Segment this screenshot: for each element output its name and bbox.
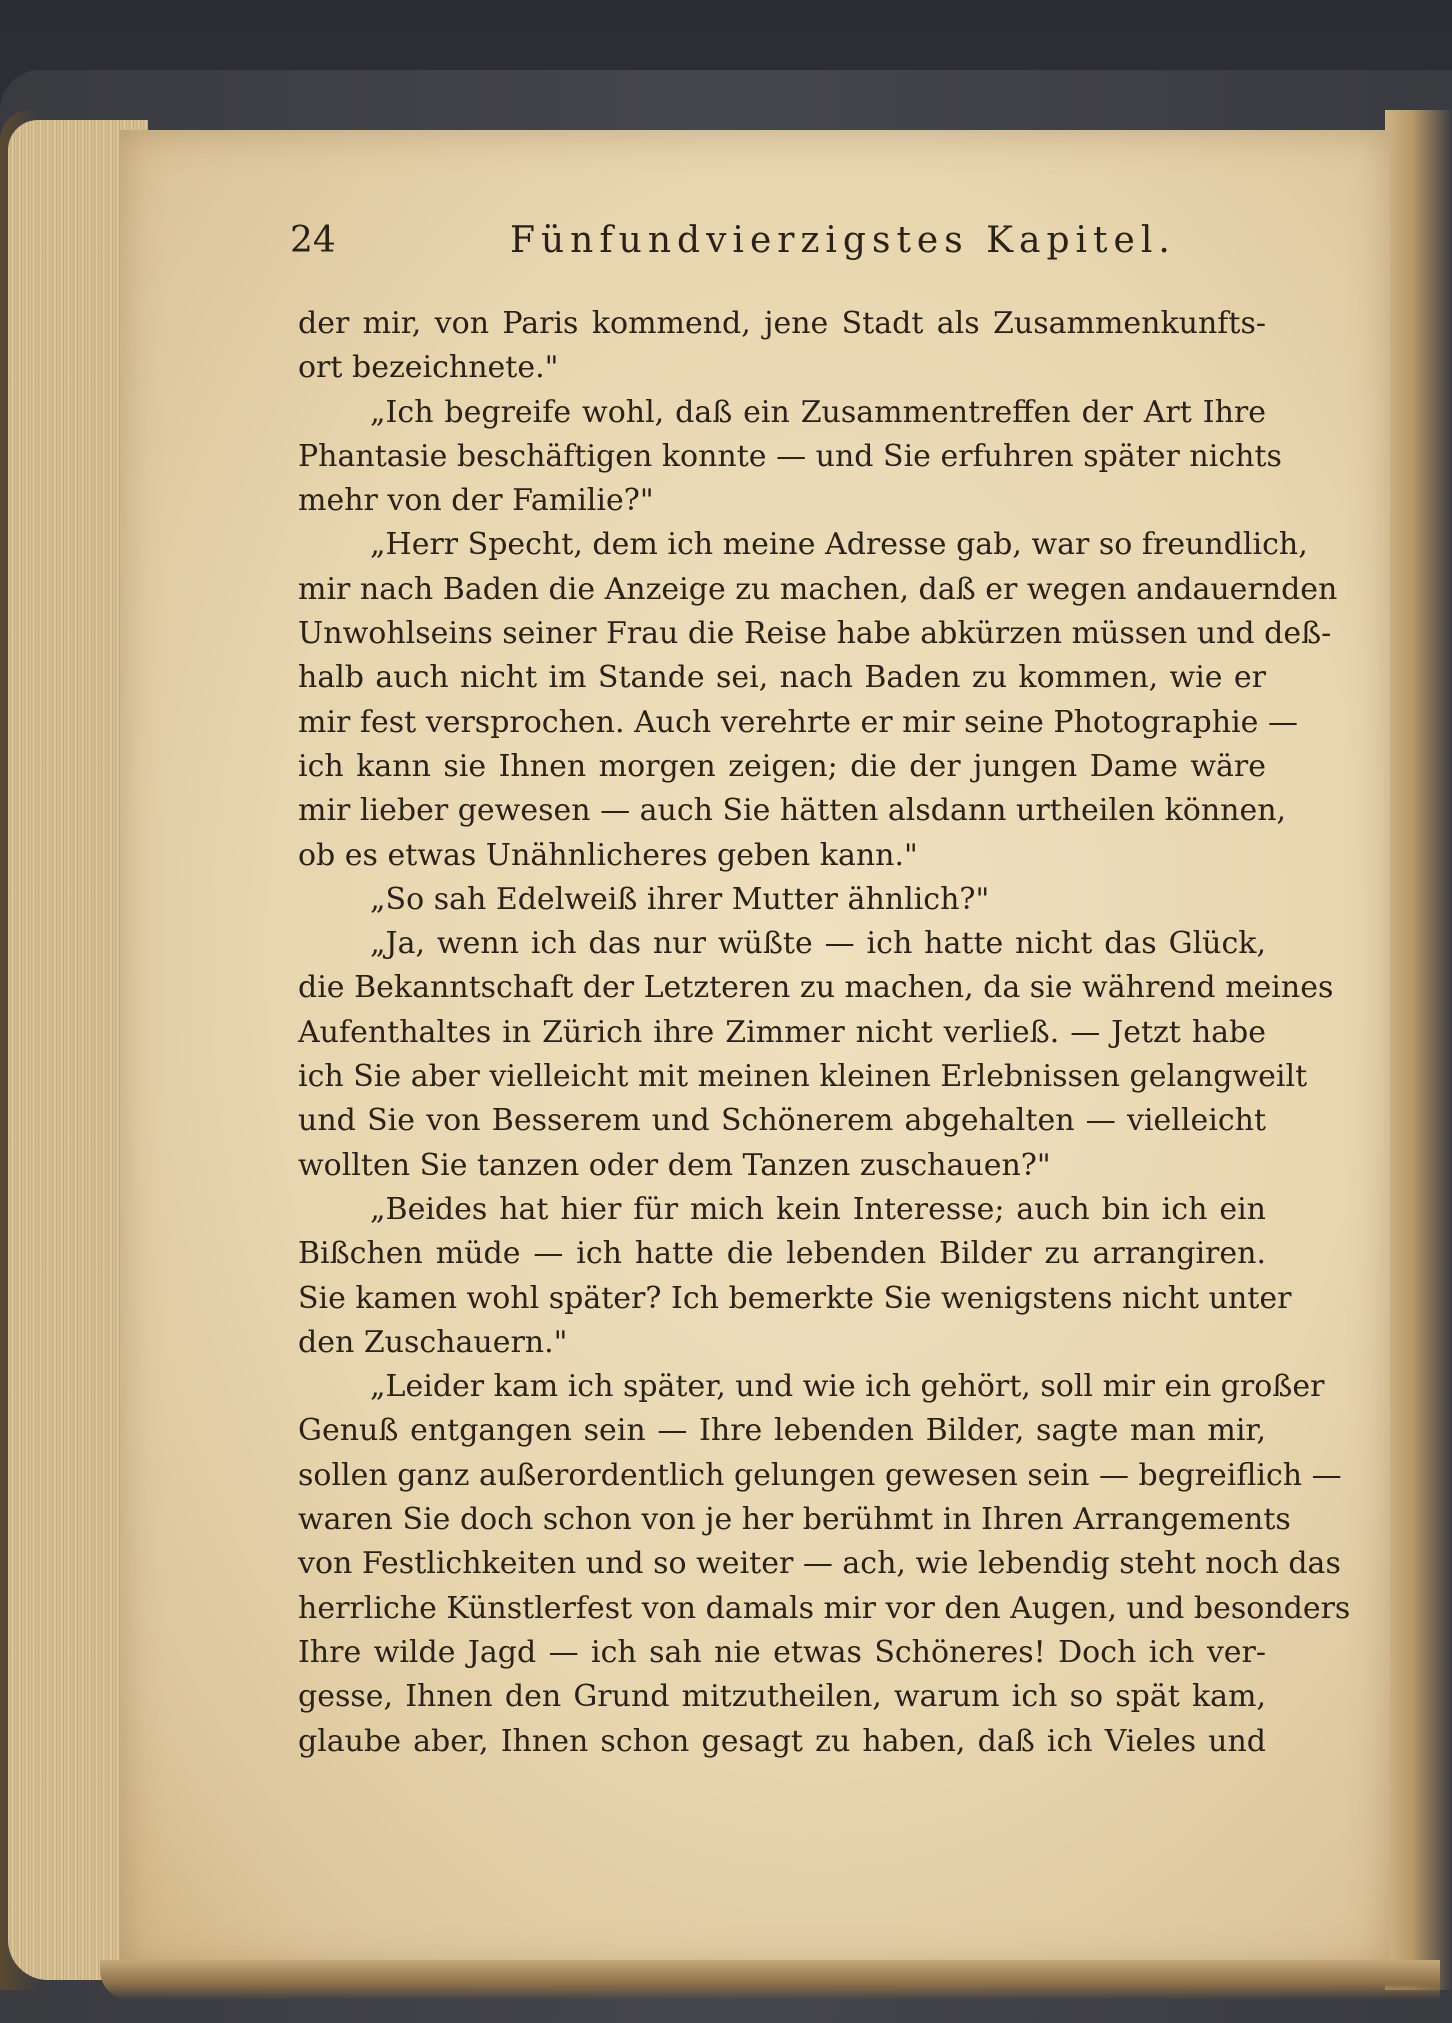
text-line: sollen ganz außerordentlich gelungen gewesen sein — begreiflich — — [298, 1457, 1342, 1493]
text-line: mir lieber gewesen — auch Sie hätten alsdann urtheilen können, — [298, 793, 1287, 829]
text-line: Phantasie beschäftigen konnte — und Sie erfuhren später nichts — [298, 438, 1282, 474]
text-line: der mir, von Paris kommend, jene Stadt als Zusammenkunfts- — [298, 306, 1266, 341]
text-line: und Sie von Besserem und Schönerem abgehalten — vielleicht — [298, 1103, 1266, 1139]
chapter-title: Fünfundvierzigstes Kapitel. — [510, 220, 1176, 261]
text-line: Aufenthaltes in Zürich ihre Zimmer nicht verließ. — Jetzt habe — [298, 1014, 1266, 1050]
text-line: mir nach Baden die Anzeige zu machen, daß er wegen andauernden — [298, 571, 1338, 607]
page-right-edge — [1385, 110, 1452, 1990]
text-line: „So sah Edelweiß ihrer Mutter ähnlich?" — [370, 881, 990, 917]
text-line: herrliche Künstlerfest von damals mir vor den Augen, und besonders — [298, 1590, 1351, 1626]
text-line: ort bezeichnete." — [298, 350, 559, 386]
text-line: glaube aber, Ihnen schon gesagt zu haben, daß ich Vieles und — [298, 1723, 1266, 1759]
text-line: ich Sie aber vielleicht mit meinen kleinen Erlebnissen gelangweilt — [298, 1059, 1308, 1095]
text-line: „Herr Specht, dem ich meine Adresse gab, war so freundlich, — [370, 527, 1308, 563]
text-line: Sie kamen wohl später? Ich bemerkte Sie wenigstens nicht unter — [298, 1280, 1292, 1316]
text-line: Genuß entgangen sein — Ihre lebenden Bilder, sagte man mir, — [298, 1413, 1266, 1449]
text-line: gesse, Ihnen den Grund mitzutheilen, warum ich so spät kam, — [298, 1679, 1266, 1715]
body-text — [298, 302, 1351, 1764]
text-line: den Zuschauern." — [298, 1324, 568, 1360]
text-line: „Beides hat hier für mich kein Interesse; auch bin ich ein — [370, 1191, 1266, 1227]
text-line: mehr von der Familie?" — [298, 483, 654, 519]
text-line: ich kann sie Ihnen morgen zeigen; die der jungen Dame wäre — [298, 748, 1266, 784]
text-line: ob es etwas Unähnlicheres geben kann." — [298, 837, 918, 873]
text-line: waren Sie doch schon von je her berühmt in Ihren Arrangements — [298, 1502, 1291, 1538]
text-line: „Ja, wenn ich das nur wüßte — ich hatte nicht das Glück, — [370, 926, 1266, 962]
page-bottom-edge — [100, 1960, 1440, 2000]
running-header — [290, 220, 1290, 270]
text-line: Unwohlseins seiner Frau die Reise habe abkürzen müssen und deß- — [298, 616, 1332, 652]
text-line: die Bekanntschaft der Letzteren zu machen, da sie während meines — [298, 970, 1334, 1006]
text-line: „Leider kam ich später, und wie ich gehört, soll mir ein großer — [370, 1369, 1325, 1405]
page-number: 24 — [290, 220, 336, 261]
text-line: Bißchen müde — ich hatte die lebenden Bilder zu arrangiren. — [298, 1236, 1266, 1272]
text-line: „Ich begreife wohl, daß ein Zusammentreffen der Art Ihre — [370, 394, 1266, 430]
text-line: von Festlichkeiten und so weiter — ach, wie lebendig steht noch das — [298, 1546, 1341, 1582]
text-line: Ihre wilde Jagd — ich sah nie etwas Schöneres! Doch ich ver- — [298, 1634, 1266, 1670]
text-line: wollten Sie tanzen oder dem Tanzen zuschauen?" — [298, 1147, 1051, 1183]
text-line: halb auch nicht im Stande sei, nach Baden zu kommen, wie er — [298, 660, 1266, 696]
text-line: mir fest versprochen. Auch verehrte er mir seine Photographie — — [298, 704, 1298, 740]
